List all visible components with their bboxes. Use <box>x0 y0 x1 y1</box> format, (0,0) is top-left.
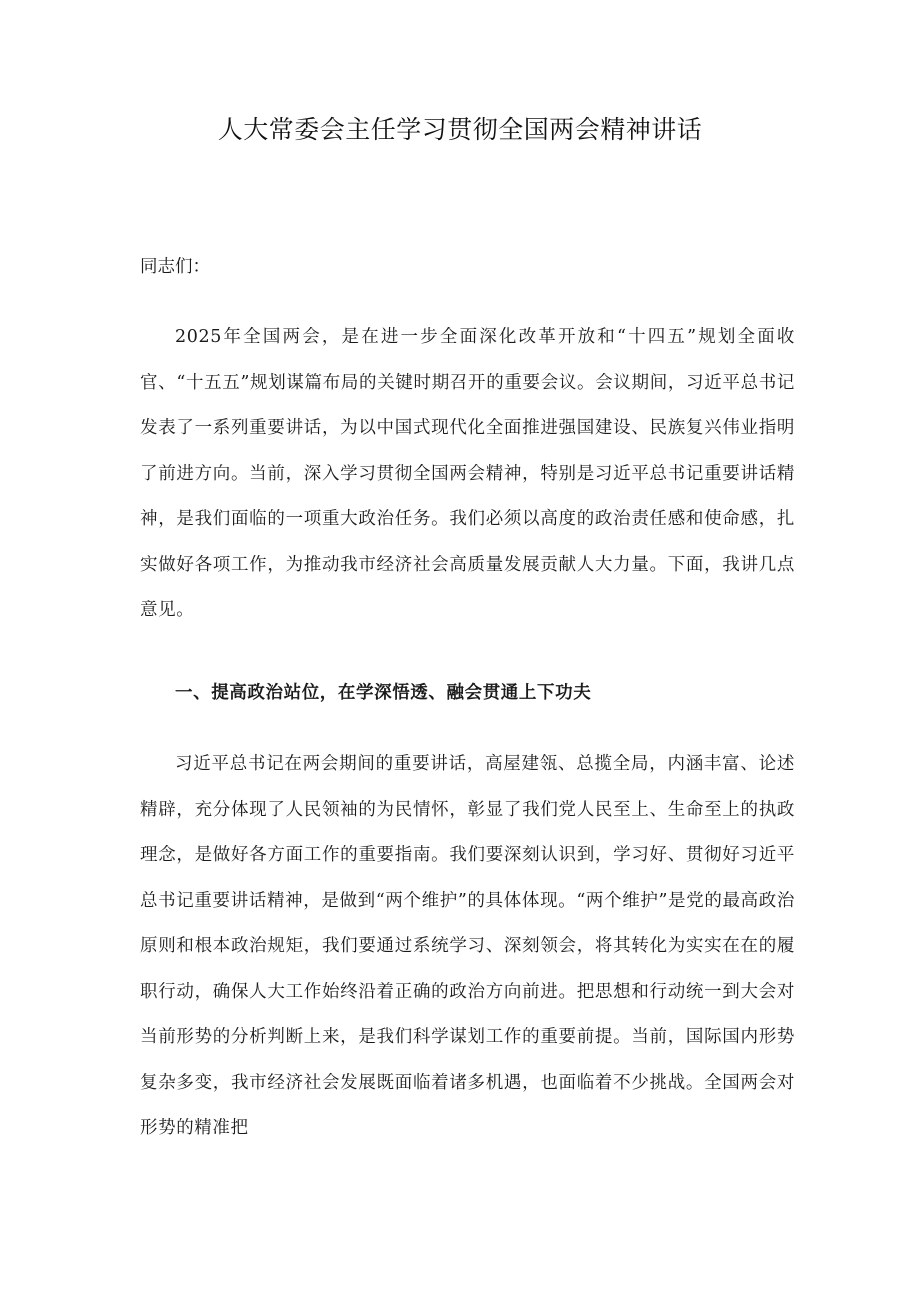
salutation: 同志们： <box>140 257 210 277</box>
paragraph-section-one: 习近平总书记在两会期间的重要讲话，高屋建瓴、总揽全局，内涵丰富、论述精辟，充分体现了人民领袖的为民情怀，彰显了我们党人民至上、生命至上的执政理念，是做好各方面工作的重要指南。我们要深刻认识到，学习好、贯彻好习近平总书记重要讲话精神，是做到“两个维护”的具体体现。“两个维护”是党的最高政治原则和根本政治规矩，我们要通过系统学习、深刻领会，将其转化为实实在在的履职行动，确保人大工作始终沿着正确的政治方向前进。把思想和行动统一到大会对当前形势的分析判断上来，是我们科学谋划工作的重要前提。当前，国际国内形势复杂多变，我市经济社会发展既面临着诸多机遇，也面临着不少挑战。全国两会对形势的精准把 <box>140 754 795 1138</box>
document-title: 人大常委会主任学习贯彻全国两会精神讲话 <box>217 115 703 144</box>
section-heading: 一、提高政治站位，在学深悟透、融会贯通上下功夫 <box>175 683 592 703</box>
paragraph-intro: 2025年全国两会，是在进一步全面深化改革开放和“十四五”规划全面收官、“十五五”规划谋篇布局的关键时期召开的重要会议。会议期间，习近平总书记发表了一系列重要讲话，为以中国式现代化全面推进强国建设、民族复兴伟业指明了前进方向。当前，深入学习贯彻全国两会精神，特别是习近平总书记重要讲话精神，是我们面临的一项重大政治任务。我们必须以高度的政治责任感和使命感，扎实做好各项工作，为推动我市经济社会高质量发展贡献人大力量。下面，我讲几点意见。 <box>140 327 795 620</box>
